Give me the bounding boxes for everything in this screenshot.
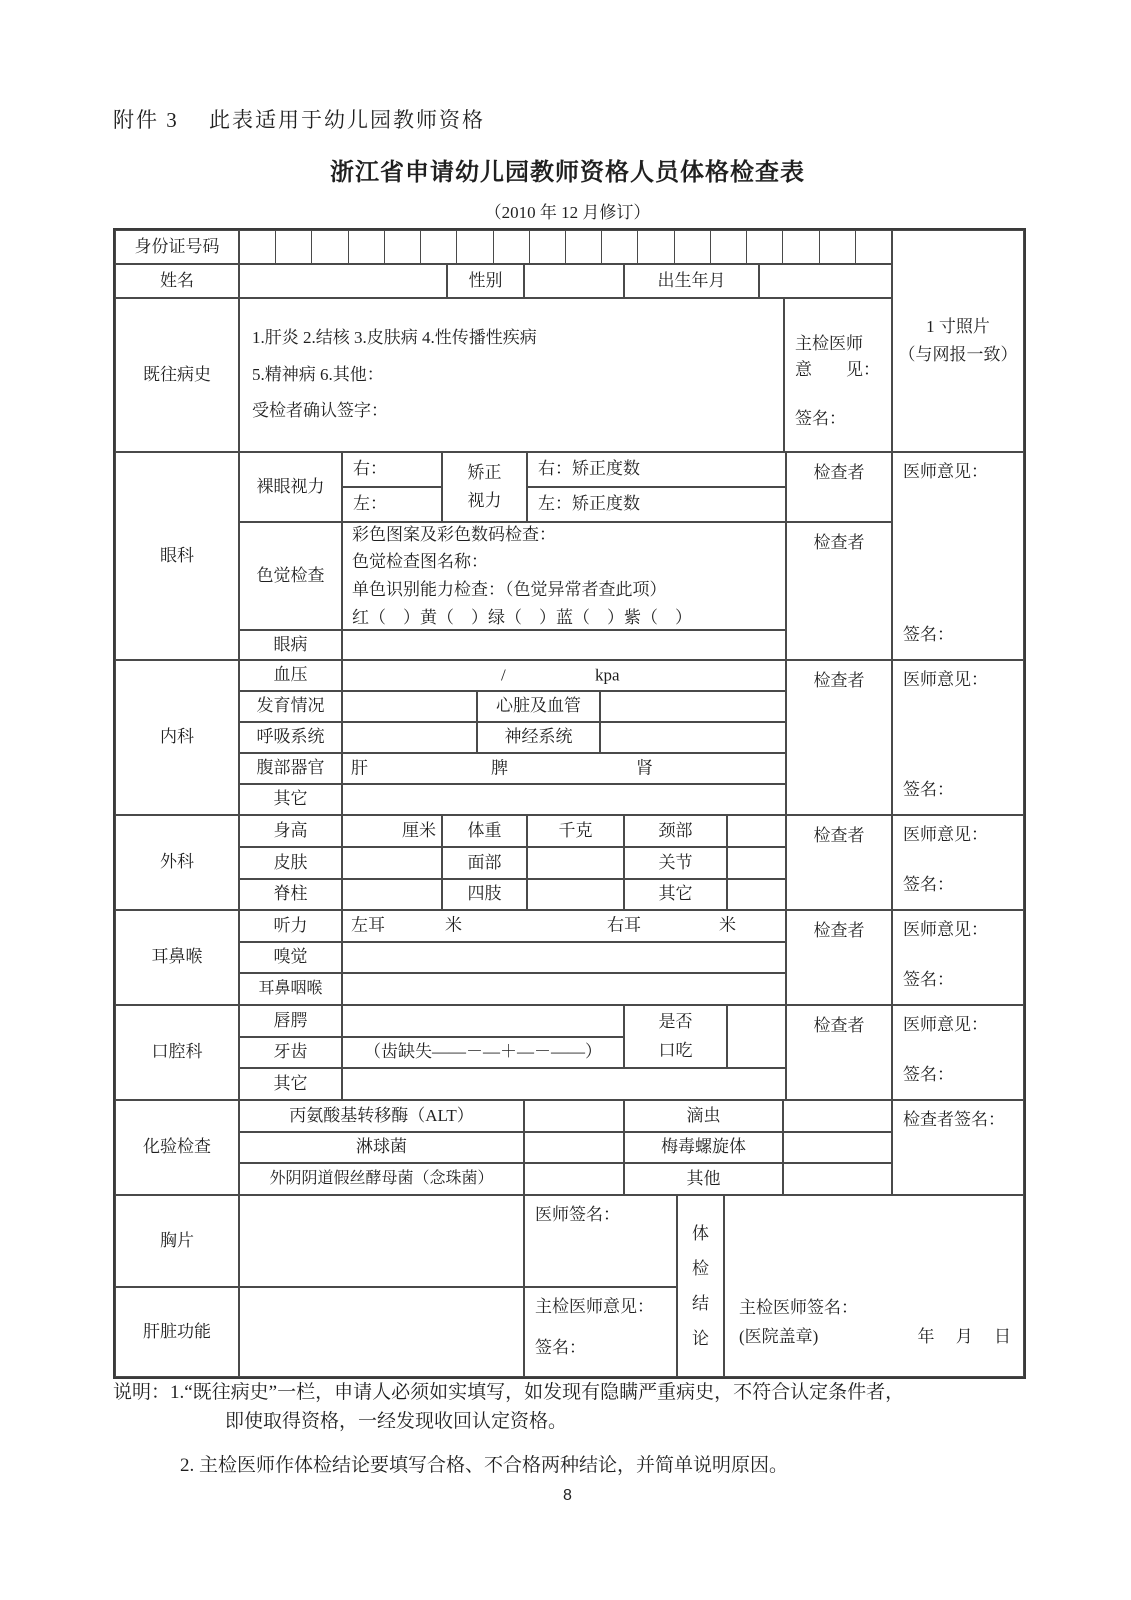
surgery-other-value — [727, 879, 786, 910]
surgery-other-label: 其它 — [624, 879, 727, 910]
id-digit-cell — [240, 231, 276, 263]
face-value — [527, 847, 624, 879]
gonococcus-label: 淋球菌 — [239, 1132, 524, 1163]
conclusion-vertical-text: 体检结论 — [692, 1224, 709, 1348]
heart-vessel-label: 心脏及血管 — [477, 691, 600, 722]
eye-section-label: 眼科 — [115, 452, 239, 660]
alt-value — [524, 1100, 624, 1132]
stutter-label — [624, 1005, 727, 1068]
spine-label: 脊柱 — [239, 879, 342, 910]
gonococcus-value — [524, 1132, 624, 1163]
right-ear-unit: 米 — [719, 915, 736, 935]
color-vision-content — [342, 522, 786, 630]
gender-value-cell — [524, 264, 624, 298]
bp-unit: kpa — [595, 665, 620, 685]
final-sign-label: 主检医师签名： — [739, 1298, 858, 1318]
candida-label: 外阴阴道假丝酵母菌（念珠菌） — [239, 1163, 524, 1195]
doctor-opinion-label: 医师意见： — [903, 825, 988, 844]
dental-doctor-opinion — [892, 1005, 1024, 1100]
id-digit-cell — [457, 231, 493, 263]
eye-vision-examiner: 检查者 — [786, 452, 892, 522]
limbs-label: 四肢 — [442, 879, 527, 910]
bp-slash: / — [501, 665, 506, 685]
chest-xray-value — [239, 1195, 524, 1287]
color-vision-label: 色觉检查 — [239, 522, 342, 630]
color-check-line4: 红（ ）黄（ ）绿（ ）蓝（ ）紫（ ） — [352, 607, 692, 627]
skin-value — [342, 847, 442, 879]
doctor-opinion-label: 医师意见： — [903, 1015, 988, 1034]
color-check-line3: 单色识别能力检查：（色觉异常者查此项） — [352, 580, 667, 599]
growth-label: 发育情况 — [239, 691, 342, 722]
naked-vision-label: 裸眼视力 — [239, 452, 342, 522]
footer-notes — [113, 1378, 1043, 1480]
liver-function-value — [239, 1287, 524, 1377]
note-2: 2. 主检医师作体检结论要填写合格、不合格两种结论，并简单说明原因。 — [180, 1454, 789, 1476]
height-label: 身高 — [239, 815, 342, 847]
naked-vision-left: 左： — [342, 487, 442, 522]
eye-disease-label: 眼病 — [239, 630, 342, 660]
id-digit-cell — [783, 231, 819, 263]
syphilis-value — [783, 1132, 892, 1163]
exam-form-table — [113, 228, 1026, 1379]
history-line1: 1.肝炎 2.结核 3.皮肤病 4.性传播性疾病 — [252, 328, 537, 348]
spine-value — [342, 879, 442, 910]
doctor-sign-label: 签名： — [903, 875, 954, 895]
blood-pressure-value — [342, 660, 786, 691]
chief-sign-label: 签名： — [535, 1337, 586, 1357]
abdomen-label: 腹部器官 — [239, 753, 342, 784]
stutter-line1: 是否 — [658, 1012, 693, 1032]
skin-label: 皮肤 — [239, 847, 342, 879]
ent-section-label: 耳鼻喉 — [115, 910, 239, 1005]
internal-other-label: 其它 — [239, 784, 342, 815]
neck-label: 颈部 — [624, 815, 727, 847]
chest-doctor-sign: 医师签名： — [524, 1195, 677, 1287]
color-check-line2: 色觉检查图名称： — [352, 552, 488, 572]
photo-box — [892, 230, 1024, 452]
left-corrected-degree: 左：矫正度数 — [527, 487, 786, 522]
ent-examiner: 检查者 — [786, 910, 892, 1005]
photo-note-line1: 1 寸照片 — [926, 316, 990, 336]
surgery-doctor-opinion — [892, 815, 1024, 910]
chief-opinion-line2: 意 见： — [795, 360, 880, 380]
color-vision-examiner: 检查者 — [786, 522, 892, 660]
surgery-examiner: 检查者 — [786, 815, 892, 910]
left-ear-unit: 米 — [445, 915, 462, 935]
internal-examiner: 检查者 — [786, 660, 892, 815]
kidney-label: 肾 — [636, 758, 653, 778]
syphilis-label: 梅毒螺旋体 — [624, 1132, 783, 1163]
eye-doctor-opinion — [892, 452, 1024, 660]
hearing-value — [342, 910, 786, 942]
doctor-sign-label: 签名： — [903, 970, 954, 990]
naked-vision-right: 右： — [342, 452, 442, 487]
history-line2: 5.精神病 6.其他： — [252, 364, 384, 384]
ent-doctor-opinion — [892, 910, 1024, 1005]
note-1-line1: 说明：1.“既往病史”一栏，申请人必须如实填写，如发现有隐瞒严重病史，不符合认定条件者， — [113, 1382, 905, 1403]
hospital-seal-label: (医院盖章) — [739, 1327, 819, 1347]
id-digit-cell — [747, 231, 783, 263]
lab-other-label: 其他 — [624, 1163, 783, 1195]
lips-palate-value — [342, 1005, 624, 1037]
note-1-line2: 即使取得资格，一经发现收回认定资格。 — [225, 1411, 568, 1433]
face-label: 面部 — [442, 847, 527, 879]
blood-pressure-label: 血压 — [239, 660, 342, 691]
id-digit-cell — [711, 231, 747, 263]
conclusion-content-cell — [724, 1195, 1024, 1377]
doctor-sign-label: 签名： — [903, 1065, 954, 1085]
id-digit-cell — [820, 231, 856, 263]
dental-other-value — [342, 1068, 786, 1100]
alt-label: 丙氨酸基转移酶（ALT） — [239, 1100, 524, 1132]
chief-opinion-sign: 签名： — [795, 408, 846, 428]
left-ear-label: 左耳 — [351, 915, 385, 935]
id-digit-cell — [349, 231, 385, 263]
birth-label: 出生年月 — [624, 264, 759, 298]
id-digit-cell — [530, 231, 566, 263]
id-digit-cell — [856, 231, 891, 263]
nervous-value — [600, 722, 786, 753]
internal-other-value — [342, 784, 786, 815]
weight-label: 体重 — [442, 815, 527, 847]
history-chief-opinion — [784, 298, 892, 452]
liver-function-label: 肝脏功能 — [115, 1287, 239, 1377]
hearing-label: 听力 — [239, 910, 342, 942]
history-line3: 受检者确认签字： — [252, 401, 388, 421]
doctor-opinion-label: 医师意见： — [903, 920, 988, 939]
respiratory-label: 呼吸系统 — [239, 722, 342, 753]
spleen-label: 脾 — [491, 758, 508, 778]
id-digit-cell — [276, 231, 312, 263]
birth-value-cell — [759, 264, 892, 298]
name-value-cell — [239, 264, 447, 298]
surgery-section-label: 外科 — [115, 815, 239, 910]
page-title: 浙江省申请幼儿园教师资格人员体格检查表 — [330, 159, 805, 186]
limbs-value — [527, 879, 624, 910]
right-ear-label: 右耳 — [607, 915, 641, 935]
lab-other-value — [783, 1163, 892, 1195]
id-number-cells — [239, 230, 892, 264]
id-digit-cell — [675, 231, 711, 263]
doctor-opinion-label: 医师意见： — [903, 670, 988, 689]
throat-value — [342, 973, 786, 1005]
corrected-vision-line1: 矫正 — [467, 462, 502, 482]
right-corrected-degree: 右：矫正度数 — [527, 452, 786, 487]
id-digit-cell — [312, 231, 348, 263]
trichomonas-label: 滴虫 — [624, 1100, 783, 1132]
stutter-line2: 口吃 — [658, 1040, 693, 1060]
chief-doctor-opinion-cell — [524, 1287, 677, 1377]
doctor-sign-label: 签名： — [903, 780, 954, 800]
dental-examiner: 检查者 — [786, 1005, 892, 1100]
doctor-opinion-label: 医师意见： — [903, 462, 988, 481]
dental-section-label: 口腔科 — [115, 1005, 239, 1100]
dental-other-label: 其它 — [239, 1068, 342, 1100]
corrected-vision-line2: 视力 — [467, 491, 502, 510]
stutter-value — [727, 1005, 786, 1068]
lab-examiner-sign: 检查者签名： — [892, 1100, 1024, 1195]
corrected-vision-label — [442, 452, 527, 522]
photo-note-line2: （与网报一致） — [898, 345, 1018, 364]
neck-value — [727, 815, 786, 847]
history-content — [239, 298, 784, 452]
trichomonas-value — [783, 1100, 892, 1132]
lips-palate-label: 唇腭 — [239, 1005, 342, 1037]
internal-doctor-opinion — [892, 660, 1024, 815]
nervous-label: 神经系统 — [477, 722, 600, 753]
candida-value — [524, 1163, 624, 1195]
lab-section-label: 化验检查 — [115, 1100, 239, 1195]
chest-xray-label: 胸片 — [115, 1195, 239, 1287]
page-number: 8 — [563, 1487, 572, 1504]
smell-label: 嗅觉 — [239, 942, 342, 973]
id-digit-cell — [566, 231, 602, 263]
height-value: 厘米 — [342, 815, 442, 847]
joint-value — [727, 847, 786, 879]
attachment-note: 附件 3 此表适用于幼儿园教师资格 — [113, 108, 485, 132]
date-label: 年 月 日 — [917, 1327, 1011, 1347]
teeth-label: 牙齿 — [239, 1037, 342, 1068]
history-label: 既往病史 — [115, 298, 239, 452]
growth-value — [342, 691, 477, 722]
doctor-sign-label: 签名： — [903, 625, 954, 645]
name-label: 姓名 — [115, 264, 239, 298]
id-digit-cell — [602, 231, 638, 263]
id-digit-cell — [385, 231, 421, 263]
page-subtitle: （2010 年 12 月修订） — [484, 203, 651, 222]
id-digit-cell — [421, 231, 457, 263]
id-number-label: 身份证号码 — [115, 230, 239, 264]
eye-disease-value — [342, 630, 786, 660]
chief-opinion-label: 主检医师意见： — [535, 1297, 654, 1316]
internal-section-label: 内科 — [115, 660, 239, 815]
abdomen-value — [342, 753, 786, 784]
liver-label: 肝 — [351, 758, 368, 778]
throat-label: 耳鼻咽喉 — [239, 973, 342, 1005]
gender-label: 性别 — [447, 264, 524, 298]
heart-vessel-value — [600, 691, 786, 722]
joint-label: 关节 — [624, 847, 727, 879]
id-digit-cell — [494, 231, 530, 263]
weight-value: 千克 — [527, 815, 624, 847]
color-check-line1: 彩色图案及彩色数码检查： — [352, 524, 556, 544]
chief-opinion-line1: 主检医师 — [795, 334, 863, 353]
respiratory-value — [342, 722, 477, 753]
conclusion-label — [677, 1195, 724, 1377]
smell-value — [342, 942, 786, 973]
id-digit-cell — [638, 231, 674, 263]
teeth-value: （齿缺失——－—＋—－——） — [342, 1037, 624, 1068]
